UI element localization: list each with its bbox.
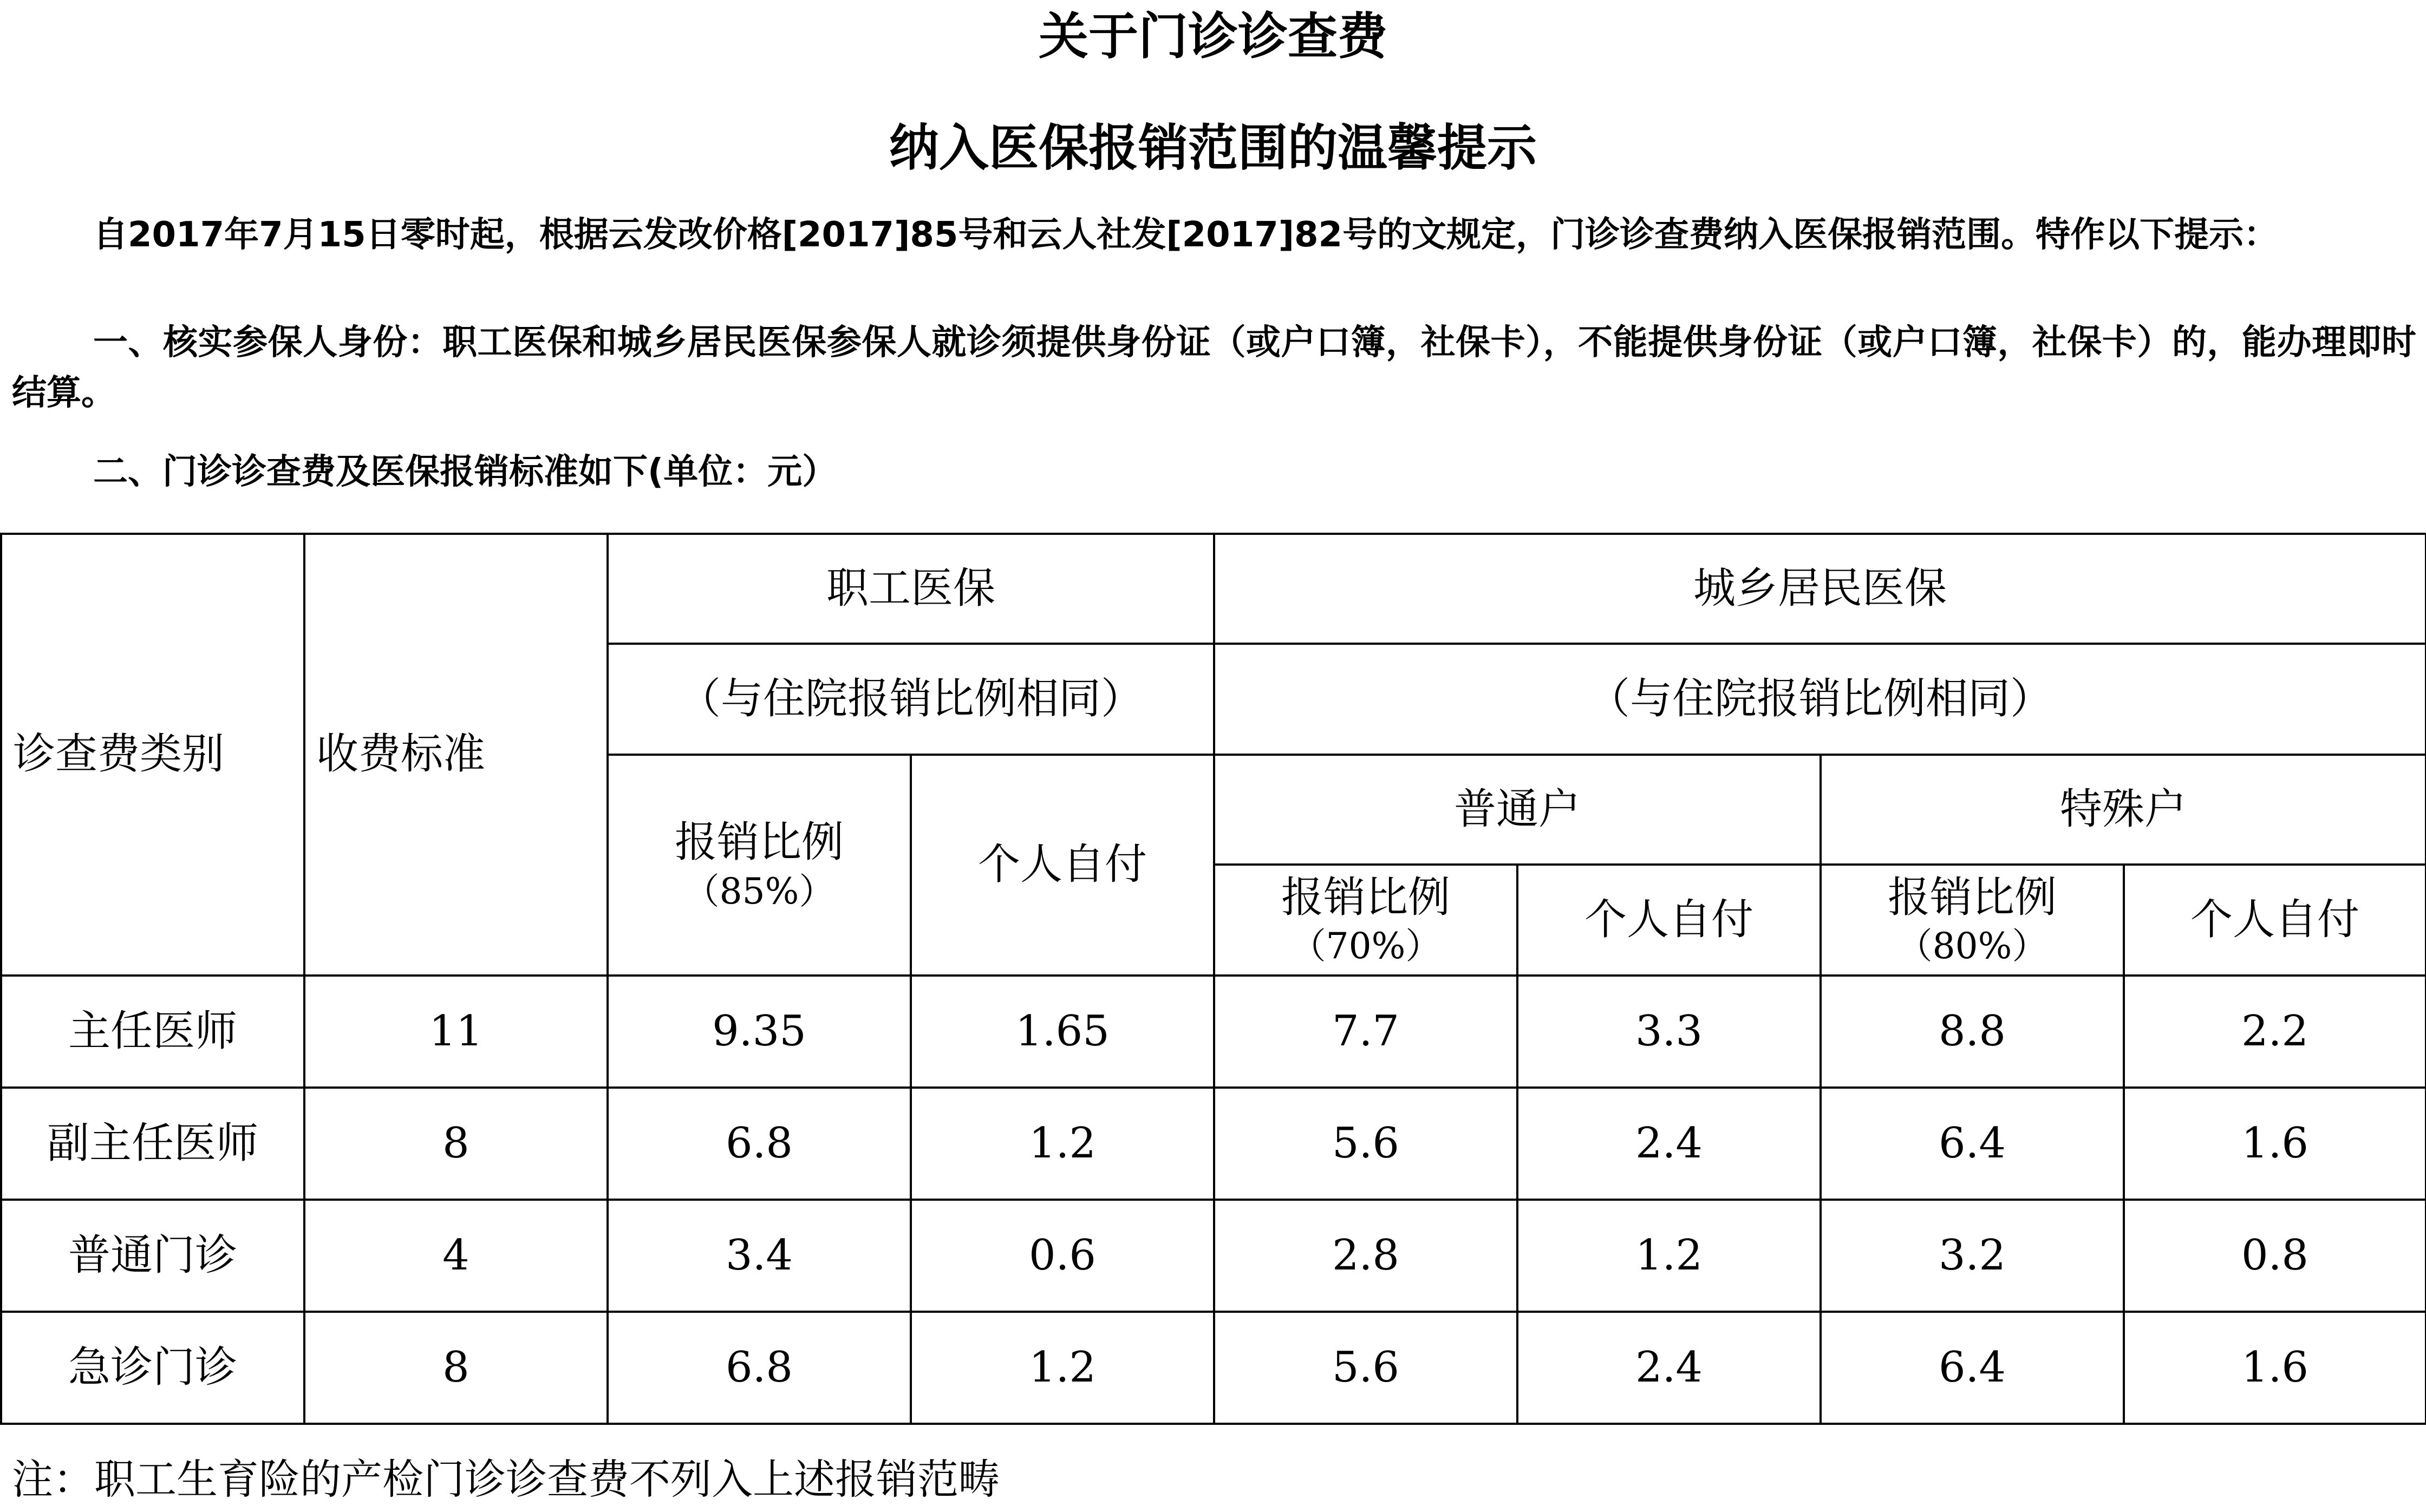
table-cell: 11	[304, 976, 608, 1088]
table-cell: 普通门诊	[1, 1200, 304, 1312]
fee-table	[0, 533, 2426, 1425]
header-employee-insurance: 职工医保	[608, 534, 1214, 644]
point-one-paragraph: 一、核实参保人身份：职工医保和城乡居民医保参保人就诊须提供身份证（或户口簿，社保卡），不能提供身份证（或户口簿，社保卡）的，能办理即时结算。	[12, 323, 2416, 413]
table-cell: 7.7	[1214, 976, 1517, 1088]
table-row	[1, 976, 2426, 1088]
ratio-label: （80%）	[1896, 925, 2048, 967]
table-cell: 6.8	[608, 1312, 911, 1424]
table-row	[1, 1088, 2426, 1200]
point-two-heading: 二、门诊诊查费及医保报销标准如下(单位：元）	[93, 452, 837, 492]
table-cell: 6.8	[608, 1088, 911, 1200]
table-cell: 9.35	[608, 976, 911, 1088]
table-cell: 1.2	[1517, 1200, 1821, 1312]
table-cell: 2.2	[2124, 976, 2426, 1088]
document-title: 关于门诊诊查费	[1038, 8, 1387, 66]
table-cell: 0.6	[911, 1200, 1214, 1312]
table-cell: 8	[304, 1312, 608, 1424]
table-cell: 副主任医师	[1, 1088, 304, 1200]
table-cell: 1.6	[2124, 1088, 2426, 1200]
header-ordinary-reimbursement-ratio	[1214, 865, 1517, 976]
table-cell: 8.8	[1821, 976, 2124, 1088]
header-employee-reimbursement-ratio	[608, 755, 911, 976]
table-cell: 4	[304, 1200, 608, 1312]
header-special-self-pay: 个人自付	[2124, 865, 2426, 976]
header-employee-note: （与住院报销比例相同）	[608, 644, 1214, 755]
header-ordinary-self-pay: 个人自付	[1517, 865, 1821, 976]
table-cell: 8	[304, 1088, 608, 1200]
ratio-label: （70%）	[1290, 925, 1442, 967]
reimbursement-label: 报销比例	[674, 818, 844, 867]
header-special-reimbursement-ratio	[1821, 865, 2124, 976]
header-category: 诊查费类别	[1, 534, 304, 976]
table-cell: 2.4	[1517, 1312, 1821, 1424]
header-resident-insurance: 城乡居民医保	[1214, 534, 2426, 644]
table-row	[1, 1200, 2426, 1312]
table-cell: 主任医师	[1, 976, 304, 1088]
intro-paragraph: 自2017年7月15日零时起，根据云发改价格[2017]85号和云人社发[2017]82号的文规定，门诊诊查费纳入医保报销范围。特作以下提示：	[93, 215, 2279, 255]
header-employee-self-pay: 个人自付	[911, 755, 1214, 976]
reimbursement-label: 报销比例	[1281, 873, 1451, 922]
ratio-label: （85%）	[683, 870, 835, 912]
table-cell: 5.6	[1214, 1088, 1517, 1200]
table-cell: 6.4	[1821, 1312, 2124, 1424]
header-fee-standard: 收费标准	[304, 534, 608, 976]
table-cell: 3.4	[608, 1200, 911, 1312]
table-cell: 3.2	[1821, 1200, 2124, 1312]
table-cell: 1.6	[2124, 1312, 2426, 1424]
table-row	[1, 1312, 2426, 1424]
table-cell: 0.8	[2124, 1200, 2426, 1312]
table-cell: 6.4	[1821, 1088, 2124, 1200]
table-cell: 2.8	[1214, 1200, 1517, 1312]
reimbursement-label: 报销比例	[1888, 873, 2057, 922]
table-cell: 1.2	[911, 1088, 1214, 1200]
header-special-household: 特殊户	[1821, 755, 2426, 865]
table-cell: 1.2	[911, 1312, 1214, 1424]
table-cell: 1.65	[911, 976, 1214, 1088]
footnote: 注：职工生育险的产检门诊诊查费不列入上述报销范畴	[12, 1455, 1000, 1503]
header-ordinary-household: 普通户	[1214, 755, 1821, 865]
table-cell: 2.4	[1517, 1088, 1821, 1200]
table-cell: 急诊门诊	[1, 1312, 304, 1424]
header-resident-note: （与住院报销比例相同）	[1214, 644, 2426, 755]
table-cell: 5.6	[1214, 1312, 1517, 1424]
document-subtitle: 纳入医保报销范围的温馨提示	[889, 119, 1537, 177]
table-cell: 3.3	[1517, 976, 1821, 1088]
